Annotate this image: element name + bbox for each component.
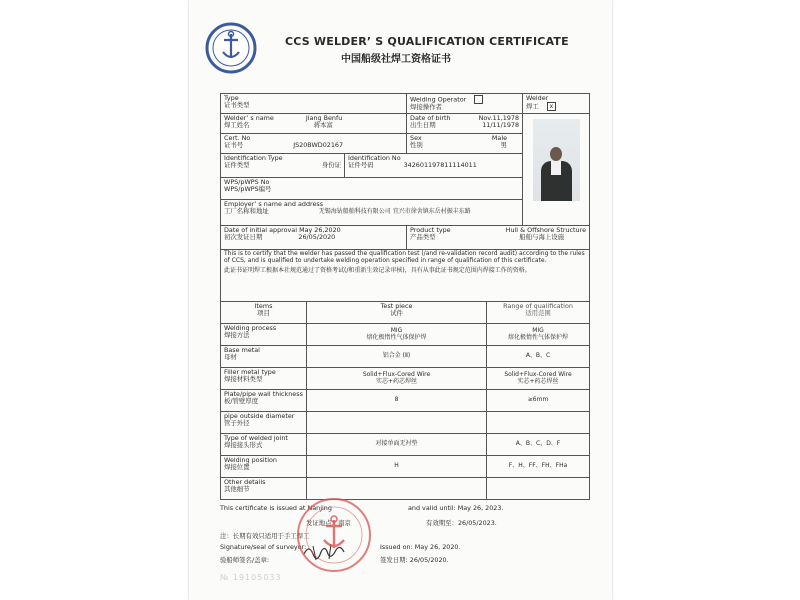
type-cell: [221, 94, 407, 114]
issued-at-value: Nanjing: [307, 504, 332, 512]
dob-value-en: Nov.11,1978: [478, 114, 520, 122]
range-header-cn: 适用范围: [525, 309, 551, 318]
issued-at-line: [220, 504, 589, 512]
row-test-piece: 8: [307, 390, 487, 412]
row-item-en: Welding position: [224, 456, 277, 464]
dob-value-cn: 11/11/1978: [482, 121, 520, 130]
product-type-cell: [407, 226, 590, 250]
row-test-piece: Solid+Flux-Cored Wire 实芯+药芯焊丝: [307, 368, 487, 390]
welding-operator-label-en: Welding Operator: [410, 95, 467, 104]
cert-no-label-cn: 证书号: [224, 141, 244, 150]
sex-label-en: Sex: [410, 134, 422, 142]
row-item-en: Type of welded joint: [224, 434, 288, 442]
row-test-piece: [307, 412, 487, 434]
sex-value-cn: 男: [500, 141, 508, 150]
row-item-cn: 其他细节: [224, 485, 250, 494]
row-item-cn: 焊接材料类型: [224, 375, 263, 384]
welder-label-cn: 焊工: [526, 102, 539, 111]
dob-cell: [407, 114, 523, 134]
dob-label-cn: 出生日期: [410, 121, 436, 130]
welder-name-value-cn: 蒋本富: [313, 121, 333, 130]
certificate-title-en: CCS WELDER’ S QUALIFICATION CERTIFICATE: [285, 35, 569, 48]
id-type-value: 身份证: [321, 161, 341, 170]
row-item-en: Welding process: [224, 324, 277, 332]
id-no-value: 342601197811114011: [403, 161, 477, 170]
row-item-en: Other details: [224, 478, 266, 486]
items-header-en: Items: [254, 302, 273, 310]
row-item: [221, 456, 307, 478]
welder-checkbox[interactable]: x: [547, 102, 556, 111]
welding-operator-checkbox[interactable]: [474, 95, 483, 104]
welder-name-value-en: Jiang Benfu: [305, 114, 343, 122]
welder-name-label-en: Welder’ s name: [224, 114, 274, 122]
row-item: [221, 434, 307, 456]
row-item: [221, 390, 307, 412]
table-row: [221, 324, 590, 346]
row-item-en: Filler metal type: [224, 368, 276, 376]
row-range: Solid+Flux-Cored Wire 实芯+药芯焊丝: [487, 368, 590, 390]
welder-name-label-cn: 焊工姓名: [224, 121, 250, 130]
row-range: ≥6mm: [487, 390, 590, 412]
id-no-cell: [345, 154, 523, 178]
row-item: [221, 412, 307, 434]
product-type-value-cn: 船舶与海上设施: [519, 233, 565, 242]
cert-no-label-en: Cert. No: [224, 134, 251, 142]
official-seal-icon: [295, 496, 373, 574]
row-range: F、H、FF、FH、FHa: [487, 456, 590, 478]
test-piece-header-en: Test piece: [380, 302, 413, 310]
row-item-en: Plate/pipe wall thickness: [224, 390, 303, 398]
range-header: [487, 302, 590, 324]
cert-no-value: JS20BWD02167: [293, 141, 344, 150]
initial-approval-label-en: Date of initial approval: [224, 226, 298, 234]
items-header-cn: 项目: [257, 309, 270, 318]
statement-cn: 此证书证明焊工根据本社规范通过了资格考试(/和重新生效记录审核)，具有从事此证书规定范围内焊接工作的资格。: [224, 266, 531, 274]
table-row: [221, 434, 590, 456]
sex-value-en: Male: [491, 134, 508, 142]
statement-en: This is to certify that the welder has passed the qualification test (/and re-validation record audit) according to the rules of CCS, and is qualified to undertake welding operation specified in range of qualification of this certificate.: [224, 250, 585, 264]
certificate-table: [220, 93, 590, 500]
row-range: A、B、C、D、F: [487, 434, 590, 456]
welding-operator-label-cn: 焊接操作者: [410, 103, 442, 111]
row-item: [221, 346, 307, 368]
sex-label-cn: 性别: [410, 141, 423, 150]
test-piece-header-cn: 试件: [390, 309, 403, 318]
id-type-label-en: Identification Type: [224, 154, 283, 162]
row-item-en: pipe outside diameter: [224, 412, 295, 420]
employer-cell: [221, 200, 590, 226]
row-test-piece: 铝合金 (Ⅱ): [307, 346, 487, 368]
issued-at-cn: 发证地点：南京: [306, 519, 351, 527]
row-test-piece: H: [307, 456, 487, 478]
issued-on-cn: 签发日期: 26/05/2020.: [380, 556, 449, 564]
product-type-label-cn: 产品类型: [410, 233, 436, 242]
row-item: [221, 324, 307, 346]
table-row: [221, 346, 590, 368]
type-label-en: Type: [224, 94, 239, 102]
wps-label-en: WPS/pWPS No: [224, 178, 270, 186]
certificate-paper: [189, 0, 612, 600]
ccs-logo-icon: [205, 22, 257, 74]
sex-cell: [407, 134, 523, 154]
id-no-label-en: Identification No: [348, 154, 401, 162]
dob-label-en: Date of birth: [410, 114, 451, 122]
table-row: [221, 368, 590, 390]
row-item-cn: 焊接位置: [224, 463, 250, 472]
valid-until-cn: 有效期至：26/05/2023.: [426, 519, 497, 527]
table-row: [221, 478, 590, 500]
initial-approval-label-cn: 初次发证日期: [224, 233, 263, 242]
row-test-piece: 对接单面无衬垫: [307, 434, 487, 456]
row-test-piece: MIG 熔化极惰性气体保护焊: [307, 324, 487, 346]
id-type-label-cn: 证件类型: [224, 161, 250, 170]
table-row: [221, 412, 590, 434]
table-row: [221, 390, 590, 412]
welder-photo: [533, 119, 580, 201]
row-item: [221, 368, 307, 390]
statement-cell: [221, 250, 590, 302]
wps-label-cn: WPS/pWPS编号: [224, 185, 272, 194]
item-rows: [221, 324, 590, 500]
items-header: [221, 302, 307, 324]
initial-approval-value-cn: 26/05/2020: [298, 233, 336, 242]
range-header-en: Range of qualification: [503, 302, 573, 310]
employer-label-en: Employer’ s name and address: [224, 200, 324, 208]
row-item-cn: 焊接接头形式: [224, 441, 263, 450]
issued-at-label: This certificate is issued at: [220, 504, 306, 512]
employer-value: 无锡海钻船舶科技有限公司 宜兴市徐舍镇东岳村振丰东路: [318, 208, 471, 216]
row-range: [487, 412, 590, 434]
row-range: MIG 熔化极惰性气体保护焊: [487, 324, 590, 346]
row-item-cn: 焊接方法: [224, 331, 250, 340]
welding-operator-cell: [407, 94, 523, 114]
id-type-cell: [221, 154, 345, 178]
row-item: [221, 478, 307, 500]
row-item-cn: 管子外径: [224, 419, 250, 428]
note-cn: 注：长期有效只适用于手工焊工: [220, 532, 310, 540]
id-no-label-cn: 证件号码: [348, 161, 374, 170]
signature-label-cn: 验船师签名/盖章:: [220, 556, 270, 564]
wps-cell: [221, 178, 523, 200]
product-type-label-en: Product type: [410, 226, 451, 234]
table-header-row: [221, 302, 590, 324]
table-row: [221, 456, 590, 478]
employer-label-cn: 工厂名称和地址: [224, 207, 269, 216]
initial-approval-value-en: May 26,2020: [299, 226, 341, 234]
welder-cell: [523, 94, 590, 114]
test-piece-header: [307, 302, 487, 324]
row-item-cn: 板/管壁厚度: [224, 397, 259, 406]
valid-until-en: and valid until: May 26, 2023.: [408, 504, 504, 512]
cert-no-cell: [221, 134, 407, 154]
signature-cn-line: [220, 555, 589, 564]
serial-number: № 19105033: [220, 573, 282, 582]
issued-on-en: Issued on: May 26, 2020.: [380, 543, 461, 551]
welder-name-cell: [221, 114, 407, 134]
welder-label-en: Welder: [526, 94, 549, 102]
row-range: [487, 478, 590, 500]
signature-line: [220, 543, 589, 551]
signature-label-en: Signature/seal of surveyor:: [220, 543, 307, 551]
certificate-title-cn: 中国船级社焊工资格证书: [341, 54, 451, 65]
product-type-value-en: Hull & Offshore Structure: [505, 226, 587, 234]
initial-approval-cell: [221, 226, 407, 250]
row-item-en: Base metal: [224, 346, 260, 354]
row-range: A、B、C: [487, 346, 590, 368]
type-label-cn: 证书类型: [224, 101, 250, 110]
row-item-cn: 母材: [224, 353, 237, 362]
